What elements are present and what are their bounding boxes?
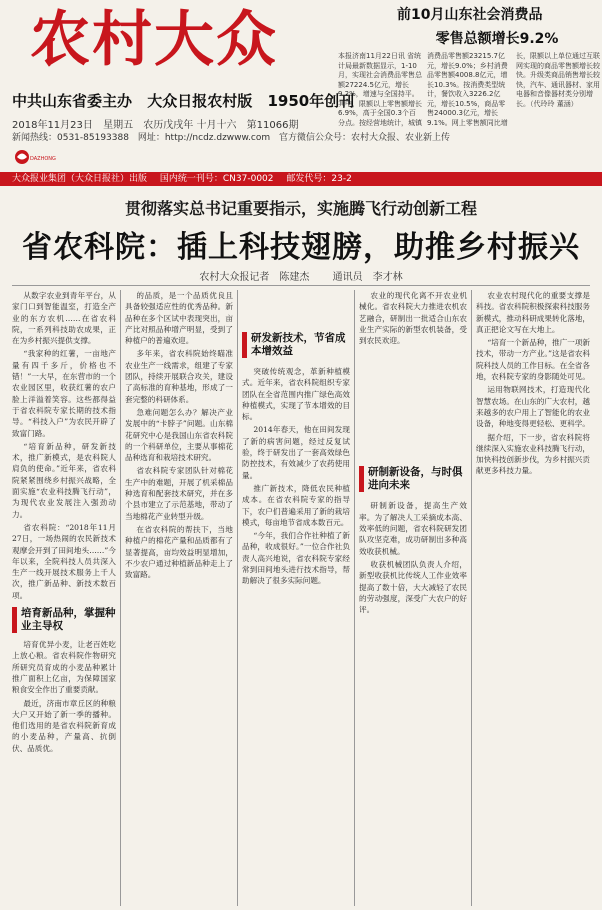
divider [120, 290, 121, 906]
article-headline[interactable]: 省农科院：插上科技翅膀，助推乡村振兴 [22, 230, 580, 265]
paragraph: 收获机械团队负责人介绍，新型收获机比传统人工作业效率提高了数十倍，大大减轻了农民的劳动强度，深受广大农户的好评。 [359, 559, 467, 615]
divider [12, 285, 590, 286]
paragraph: 运用物联网技术，打造现代化智慧农场。在山东的广大农村，越来越多的农户用上了智能化的农业设备，种地变得更轻松、更科学。 [476, 385, 590, 429]
cn-number: 国内统一刊号：CN37-0002 [159, 174, 274, 184]
top-news-body: 本报济南11月22日讯 省统计局最新数据显示，1-10月，实现社会消费品零售总额27224.5亿元，增长9.2%，增速与全国持平。其中，限额以上零售额增长6.9%，高于全国0.3个百分点。按经营地统计，城镇消费品零售额23215.7亿元，增长9.0%；乡村消费品零售额4008.8亿元，增长10.3%。按消费类型统计，餐饮收入3226.2亿元，增长10.5%，商品零售24000.3亿元，增长9.1%。网上零售额同比增长，限额以上单位通过互联网实现的商品零售额增长较快。升级类商品销售增长较快，汽车、通讯器材、家用电器和音像器材类分别增长。（代玲玲 董涵） [338, 52, 600, 127]
svg-text:DAZHONG: DAZHONG [30, 156, 56, 162]
wechat-slogan: 官方微信公众号：农村大众报、农业新上传 [279, 133, 451, 143]
paragraph: 多年来，省农科院始终瞄准农业生产一线需求，组建了专家团队，持续开展联合攻关，建设了高标准的育种基地，形成了一套完整的科研体系。 [125, 349, 233, 404]
article-byline [0, 268, 602, 283]
correspondent: 通讯员 李才林 [332, 272, 403, 283]
date: 2018年11月23日 [12, 120, 93, 131]
column-4 [359, 290, 467, 906]
reporter: 农村大众报记者 陈建杰 [199, 272, 310, 283]
newspaper-title: 农村大众 [30, 5, 278, 75]
column-3 [242, 290, 350, 906]
lunar-date: 农历戊戌年 十月十六 [143, 120, 237, 131]
paragraph: 省农科院：“2018年11月27日，一场热闹的农民新技术观摩会开到了田间地头……”今年以来，全院科技人员共深入生产一线开展技术服务上千人次，推广新品种、新技术数百项。 [12, 522, 116, 600]
paragraph: 研制新设备，提高生产效率。为了解决人工采摘成本高、效率低的问题，省农科院研发团队攻坚克难，成功研制出多种高效收获机械。 [359, 501, 467, 556]
founded: 1950年创刊 [267, 92, 355, 110]
paragraph: 推广新技术，降低农民种植成本。在省农科院专家的指导下，农户们普遍采用了新的栽培模式，每亩地节省成本数百元。 [242, 483, 350, 527]
paragraph: 2014年春天，他在田间发现了新的病害问题，经过反复试验，终于研发出了一套高效绿色防控技术，有效减少了农药使用量。 [242, 425, 350, 480]
date-line [12, 116, 305, 131]
hotline: 新闻热线：0531-85193388 [12, 133, 129, 143]
top-news [397, 4, 597, 48]
divider [471, 290, 472, 906]
top-news-title-1[interactable]: 前10月山东社会消费品 [397, 7, 543, 23]
publisher-group: 大众日报农村版 [147, 92, 253, 110]
top-news-title-2[interactable]: 零售总额增长9.2% [435, 31, 559, 47]
subhead-technology: 研发新技术，节省成本增效益 [242, 332, 350, 358]
paragraph: “今年，我们合作社种植了新品种，收成很好。”一位合作社负责人高兴地说，省农科院专家经常到田间地头进行技术指导，帮助解决了很多实际问题。 [242, 531, 350, 586]
weekday: 星期五 [103, 120, 134, 131]
dazhong-logo-icon [12, 148, 56, 170]
dazhong-logo [12, 148, 56, 170]
paragraph: “我家种的红薯，一亩地产量有四千多斤，价格也不错！”一大早，在东营市的一个农业园区里，收获红薯的农户脸上洋溢着笑容。这些都得益于省农科院专家长期的技术指导。“科技入户”为农民开辟了致富门路。 [12, 349, 116, 438]
column-5 [476, 290, 590, 906]
paragraph: 省农科院专家团队针对棉花生产中的难题，开展了机采棉品种选育和配套技术研究，并在多个县市建立了示范基地，带动了当地棉花产业转型升级。 [125, 466, 233, 521]
article-kicker: 贯彻落实总书记重要指示，实施腾飞行动创新工程 [124, 199, 477, 218]
paragraph: 在省农科院的帮扶下，当地种植户的棉花产量和品质都有了显著提高，亩均效益明显增加，不少农户通过种植新品种走上了致富路。 [125, 524, 233, 580]
paragraph: 最近，济南市章丘区的种粮大户又开始了新一季的播种。他们选用的是省农科院新育成的小麦品种，产量高、抗倒伏、品质优。 [12, 698, 116, 753]
paragraph: 从数字农业到青年平台，从家门口到智能温室，打造全产业的东方农机……在省农科院，一系列科技助农成果，正在为乡村振兴提供支撑。 [12, 291, 116, 346]
divider [237, 290, 238, 906]
website-link[interactable]: 网址：http://ncdz.dzwww.com [137, 133, 271, 143]
publisher: 中共山东省委主办 [12, 92, 133, 110]
paragraph: 培育优异小麦，让老百姓吃上放心粮。省农科院作物研究所研究员育成的小麦品种累计推广面积上亿亩，为保障国家粮食安全作出了重要贡献。 [12, 640, 116, 695]
paragraph: 的品质，是一个品质优良且具备较强适应性的优秀品种。新品种在多个区试中表现突出，亩产比对照品种增产明显，受到了种植户的普遍欢迎。 [125, 291, 233, 346]
column-2 [125, 290, 233, 906]
paragraph: 农业的现代化离不开农业机械化。省农科院大力推进农机农艺融合，研制出一批适合山东农业生产实际的新型农机装备，受到农民欢迎。 [359, 291, 467, 346]
paragraph: 农业农村现代化的重要支撑是科技。省农科院积极探索科技服务新模式，推动科研成果转化落地，真正把论文写在大地上。 [476, 291, 590, 334]
paragraph: 急难问题怎么办？解决产业发展中的“卡脖子”问题。山东棉花研究中心是我国山东省农科院的一个科研单位，主要从事棉花品种选育和栽培技术研究。 [125, 407, 233, 463]
divider [354, 290, 355, 906]
column-1 [12, 290, 116, 906]
paragraph: “培育一个新品种，推广一项新技术，带动一方产业。”这是省农科院科技人员的工作目标。在全省各地，农科院专家的身影随处可见。 [476, 338, 590, 382]
publication-bar [0, 172, 602, 186]
paper-publisher: 大众报业集团（大众日报社）出版 [12, 174, 148, 184]
issue-number: 第11066期 [246, 120, 299, 131]
paragraph: “培育新品种，研发新技术，推广新模式，是农科院人肩负的使命。”近年来，省农科院紧紧围绕乡村振兴战略，全面实施“农业科技腾飞行动”，为现代农业发展注入强劲动力。 [12, 441, 116, 519]
subhead-seed: 培育新品种，掌握种业主导权 [12, 607, 116, 633]
postal-code: 邮发代号：23-2 [286, 174, 352, 184]
paragraph: 据介绍，下一步，省农科院将继续深入实施农业科技腾飞行动，加快科技创新步伐，为乡村振兴贡献更多科技力量。 [476, 432, 590, 476]
publisher-line [12, 90, 364, 111]
subhead-equipment: 研制新设备，与时俱进向未来 [359, 466, 467, 492]
paragraph: 突破传统观念，革新种植模式。近年来，省农科院组织专家团队在全省范围内推广绿色高效种植模式，实现了节本增效的目标。 [242, 367, 350, 422]
